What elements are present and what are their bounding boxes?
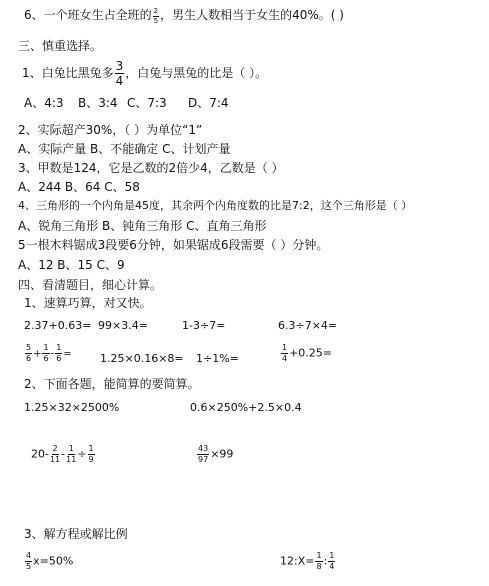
choice-option-a: A、4:3: [24, 96, 64, 110]
choice-question-5: 5一根木料锯成3段要6分钟，如果锯成6段需要（ ）分钟。: [18, 238, 329, 252]
calc-item-fraction: $\frac{1}{4}$ +0.25=: [282, 343, 333, 363]
calc-item: 1-3÷7=: [182, 319, 226, 332]
choice-question-4-options: A、锐角三角形 B、钝角三角形 C、直角三角形: [18, 219, 267, 233]
fraction: $\frac{3}{4}$: [115, 59, 124, 88]
choice-option-d: D、7:4: [188, 96, 229, 110]
fraction: $\frac{1}{8}$: [316, 551, 322, 571]
part-2-title: 2、下面各题，能简算的要简算。: [24, 377, 200, 391]
calc-item-fractions: $\frac{5}{6}$ + $\frac{1}{6}$ - $\frac{1}{6}$ =: [26, 343, 72, 363]
fraction: $\frac{1}{4}$: [329, 551, 335, 571]
choice-option-b: B、3:4: [78, 96, 118, 110]
fraction: $\frac{2}{11}$: [49, 444, 61, 464]
part-3-title: 3、解方程或解比例: [24, 527, 128, 541]
calc-item-fractions: 20- $\frac{2}{11}$ - $\frac{1}{11}$ ÷ $\frac{1}{9}$: [31, 444, 94, 464]
choice-option-c: C、7:3: [127, 96, 167, 110]
fraction: $\frac{1}{6}$: [43, 343, 49, 363]
calc-item: 1÷1%=: [196, 352, 239, 365]
equation-2: 12:X= $\frac{1}{8}$ : $\frac{1}{4}$: [280, 551, 335, 571]
calc-item: 0.6×250%+2.5×0.4: [190, 401, 302, 414]
fraction: $\frac{1}{11}$: [66, 444, 77, 464]
calc-item: 99×3.4=: [98, 319, 148, 332]
fraction: $\frac{1}{6}$: [56, 343, 62, 363]
fraction: $\frac{2}{5}$: [153, 7, 159, 25]
calc-item-fraction: $\frac{43}{97}$ ×99: [198, 444, 234, 464]
choice-question-2-options: A、实际产量 B、不能确定 C、计划产量: [18, 142, 231, 156]
calc-item: 6.3÷7×4=: [278, 319, 338, 332]
calc-item: 1.25×32×2500%: [24, 401, 120, 414]
section-3-title: 三、慎重选择。: [18, 39, 103, 53]
choice-question-3-options: A、244 B、64 C、58: [18, 180, 140, 194]
fraction: $\frac{1}{4}$: [282, 343, 288, 363]
choice-question-4: 4、三角形的一个内角是45度，其余两个内角度数的比是7:2，这个三角形是（ ）: [18, 199, 413, 212]
fraction: $\frac{43}{97}$: [198, 444, 209, 464]
equation-1: $\frac{4}{5}$ x=50%: [26, 551, 74, 571]
fraction: $\frac{1}{9}$: [88, 444, 94, 464]
choice-question-3: 3、甲数是124，它是乙数的2倍少4，乙数是（ ）: [18, 161, 284, 175]
question-6: 6、一个班女生占全班的 $\frac{2}{5}$ ，男生人数相当于女生的40%。( ): [24, 7, 344, 25]
choice-question-2: 2、实际超产30%，（ ）为单位“1”: [18, 123, 203, 137]
part-1-title: 1、速算巧算，对又快。: [24, 296, 152, 310]
calc-item: 2.37+0.63=: [24, 319, 92, 332]
choice-question-5-options: A、12 B、15 C、9: [18, 258, 125, 272]
fraction: $\frac{5}{6}$: [26, 343, 32, 363]
section-4-title: 四、看清题目，细心计算。: [18, 278, 163, 292]
calc-item: 1.25×0.16×8=: [100, 352, 184, 365]
fraction: $\frac{4}{5}$: [26, 551, 32, 571]
choice-question-1: 1、白兔比黑兔多 $\frac{3}{4}$ ，白兔与黑兔的比是（ ）。: [22, 59, 268, 88]
